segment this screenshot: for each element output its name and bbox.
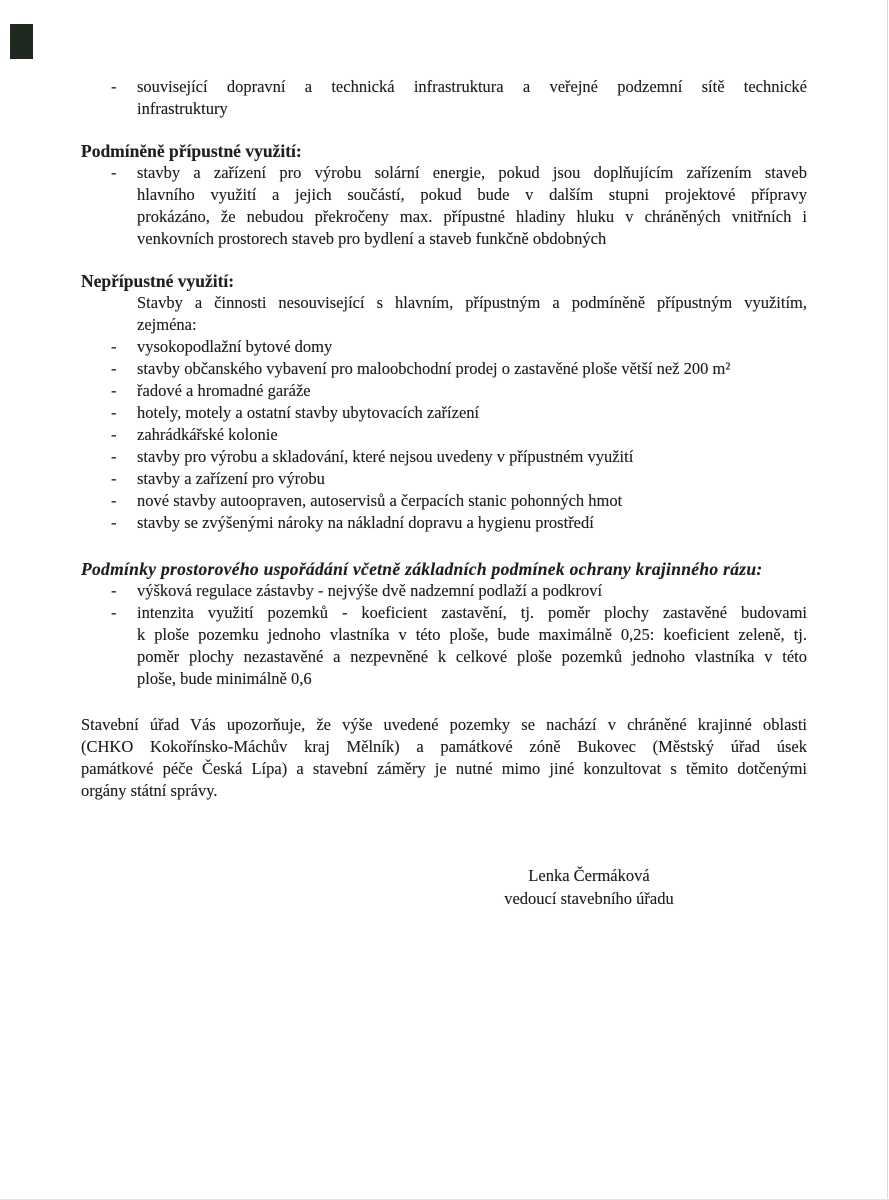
text-line: řadové a hromadné garáže — [137, 381, 311, 400]
block-bullet — [81, 380, 807, 402]
text-line: zejména: — [137, 315, 197, 334]
text-line: Stavební úřad Vás upozorňuje, že výše uvedené pozemky se nachází v chráněné krajinné oblasti — [81, 715, 807, 734]
bullet-marker: - — [111, 469, 117, 488]
text-line: ploše, bude minimálně 0,6 — [137, 669, 312, 688]
text-line: vysokopodlažní bytové domy — [137, 337, 333, 356]
bullet-marker: - — [111, 403, 117, 422]
text-line: stavby se zvýšenými nároky na nákladní dopravu a hygienu prostředí — [137, 513, 594, 532]
text-line: venkovních prostorech staveb pro bydlení a staveb funkčně obdobných — [137, 229, 607, 248]
text-line: stavby a zařízení pro výrobu — [137, 469, 325, 488]
block-bullet — [81, 162, 807, 250]
block-bullet — [81, 490, 807, 512]
text-line: výšková regulace zástavby - nejvýše dvě nadzemní podlaží a podkroví — [137, 581, 603, 600]
block-para — [81, 714, 807, 802]
block-bullet — [81, 358, 807, 380]
block-bullet — [81, 424, 807, 446]
bullet-marker: - — [111, 337, 117, 356]
scan-edge-line-right — [887, 0, 888, 1200]
bullet-marker: - — [111, 513, 117, 532]
signature-name: Lenka Čermáková — [528, 866, 650, 885]
text-line: (CHKO Kokořínsko-Máchův kraj Mělník) a památkové zóně Bukovec (Městský úřad úsek — [81, 737, 807, 756]
block-heading-italic: Podmínky prostorového uspořádání včetně základních podmínek ochrany krajinného rázu: — [81, 559, 763, 579]
text-line: související dopravní a technická infrastruktura a veřejné podzemní sítě technické — [137, 77, 807, 96]
bullet-marker: - — [111, 425, 117, 444]
block-bullet — [81, 76, 807, 120]
text-line: poměr plochy nezastavěné a nezpevněné k celkové ploše pozemků jednoho vlastníka v této — [137, 647, 807, 666]
block-bullet — [81, 468, 807, 490]
block-bullet — [81, 446, 807, 468]
block-bullet — [81, 602, 807, 690]
signature-block — [439, 864, 739, 910]
bullet-marker: - — [111, 581, 117, 600]
block-bullet — [81, 580, 807, 602]
bullet-marker: - — [111, 359, 117, 378]
block-para-indent — [81, 292, 807, 336]
text-line: k ploše pozemku jednoho vlastníka v této ploše, bude maximálně 0,25: koeficient zeleně, tj. — [137, 625, 807, 644]
text-line: památkové péče Česká Lípa) a stavební záměry je nutné mimo jiné konzultovat s těmito dotčenými — [81, 759, 807, 778]
bullet-marker: - — [111, 603, 117, 622]
signature-title: vedoucí stavebního úřadu — [504, 889, 674, 908]
block-bullet — [81, 336, 807, 358]
text-line: infrastruktury — [137, 99, 228, 118]
text-line: stavby pro výrobu a skladování, které nejsou uvedeny v přípustném využití — [137, 447, 634, 466]
document-blocks — [81, 76, 807, 802]
bullet-marker: - — [111, 491, 117, 510]
text-line: orgány státní správy. — [81, 781, 218, 800]
text-line: stavby a zařízení pro výrobu solární energie, pokud jsou doplňujícím zařízením staveb — [137, 163, 807, 182]
scan-corner-mark — [10, 24, 33, 59]
bullet-marker: - — [111, 447, 117, 466]
bullet-marker: - — [111, 77, 117, 96]
block-heading: Podmíněně přípustné využití: — [81, 141, 302, 161]
text-line: intenzita využití pozemků - koeficient zastavění, tj. poměr plochy zastavěné budovami — [137, 603, 807, 622]
bullet-marker: - — [111, 163, 117, 182]
text-line: Stavby a činnosti nesouvisející s hlavním, přípustným a podmíněně přípustným využitím, — [137, 293, 807, 312]
block-bullet — [81, 512, 807, 534]
text-line: hotely, motely a ostatní stavby ubytovacích zařízení — [137, 403, 480, 422]
text-line: prokázáno, že nebudou překročeny max. přípustné hladiny hluku v chráněných vnitřních i — [137, 207, 807, 226]
text-line: hlavního využití a jejich součástí, pokud bude v dalším stupni projektové přípravy — [137, 185, 807, 204]
text-line: stavby občanského vybavení pro maloobchodní prodej o zastavěné ploše větší než 200 m² — [137, 359, 731, 378]
text-line: zahrádkářské kolonie — [137, 425, 278, 444]
bullet-marker: - — [111, 381, 117, 400]
document-content — [81, 76, 807, 910]
block-heading: Nepřípustné využití: — [81, 271, 235, 291]
text-line: nové stavby autoopraven, autoservisů a čerpacích stanic pohonných hmot — [137, 491, 623, 510]
block-bullet — [81, 402, 807, 424]
